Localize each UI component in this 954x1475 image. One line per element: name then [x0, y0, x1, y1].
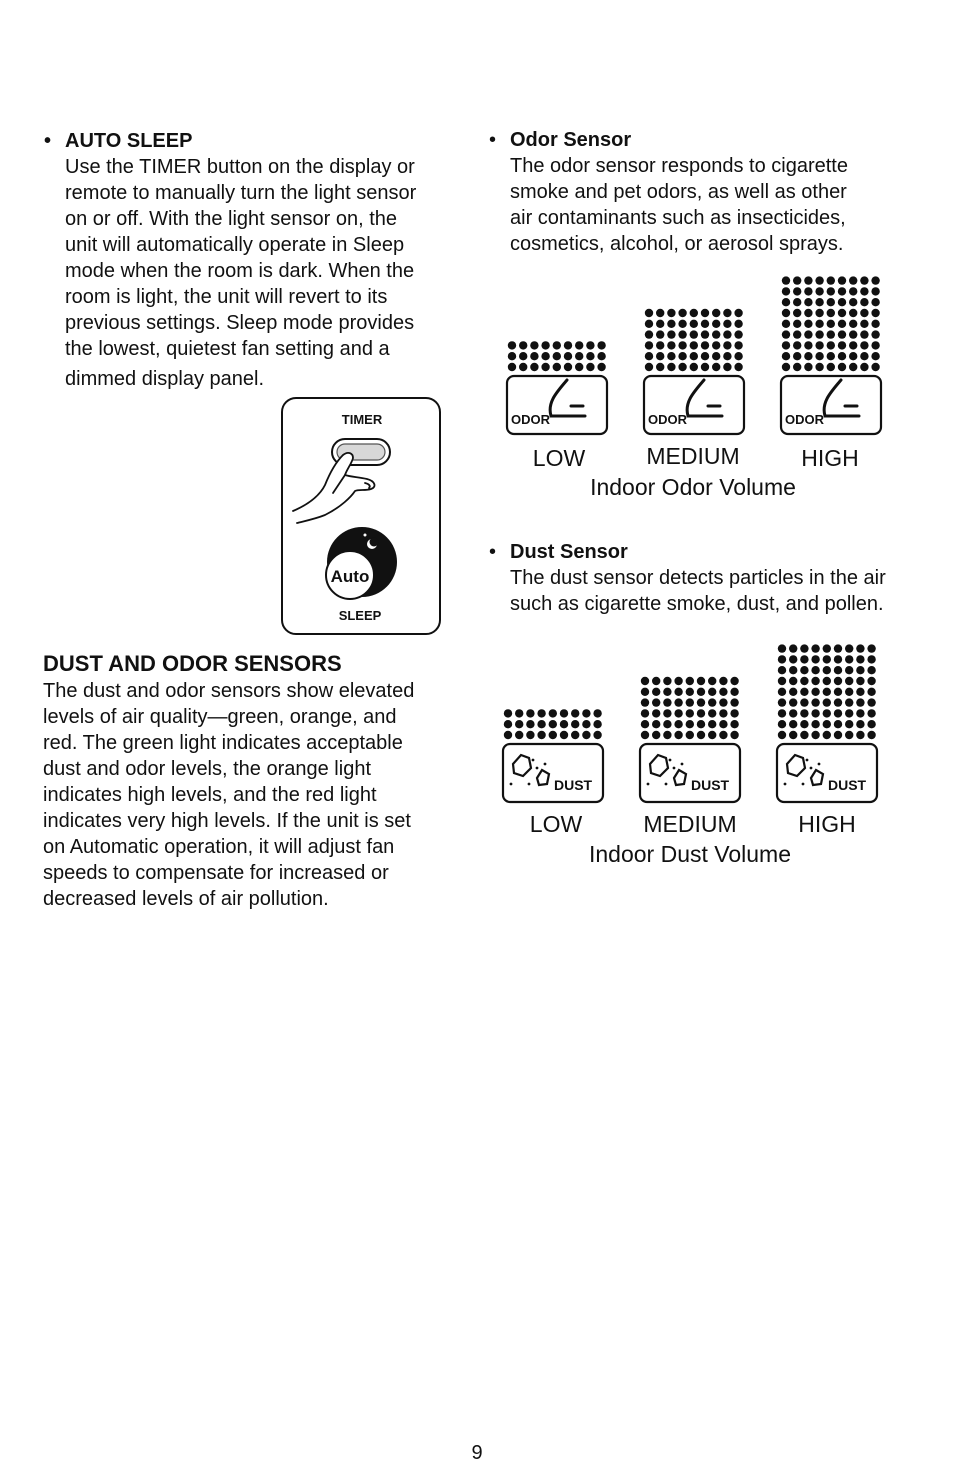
dust-meter-medium: [638, 638, 742, 804]
level-dots: [645, 309, 743, 371]
indicator-box: [503, 744, 603, 802]
odor-indicator-label: ODOR: [785, 412, 824, 427]
page-number: 9: [471, 1442, 483, 1464]
dust-odor-heading: DUST AND ODOR SENSORS: [43, 651, 342, 676]
indicator-box: [640, 744, 740, 802]
level-dots: [778, 644, 876, 739]
odor-sensor-heading: Odor Sensor: [510, 129, 632, 151]
odor-meter-high: [779, 270, 883, 436]
dust-indicator-label: DUST: [691, 777, 730, 793]
timer-sleep-figure: [281, 397, 441, 635]
odor-sensor-body: The odor sensor responds to cigarette smoke and pet odors, as well as other air contaminants such as insecticides, cosmetics, alcohol, or aerosol sprays.: [510, 155, 848, 255]
auto-sleep-body: Use the TIMER button on the display or remote to manually turn the light sensor on or off. With the light sensor on, the unit will automatically operate in Sleep mode when the room is dark. When the room is light, the unit will revert to its previous settings. Sleep mode provides the lowest, quietest fan setting and a: [65, 156, 417, 360]
bullet: •: [44, 130, 52, 152]
bullet: •: [489, 541, 497, 563]
dust-level-label-low: LOW: [529, 811, 583, 837]
level-dots: [782, 276, 880, 371]
dust-meter-high: [775, 638, 879, 804]
odor-level-label-medium: MEDIUM: [646, 443, 740, 469]
dust-sensor-heading: Dust Sensor: [510, 541, 628, 563]
dust-odor-body: The dust and odor sensors show elevated levels of air quality—green, orange, and red. The green light indicates acceptable dust and odor levels, the orange light indicates high levels, and the red light indicates very high levels. If the unit is set on Automatic operation, it will adjust fan speeds to compensate for increased or decreased levels of air pollution.: [43, 680, 415, 910]
odor-meter-medium: [642, 270, 746, 436]
level-dots: [508, 341, 606, 371]
level-dots: [641, 677, 739, 739]
auto-label: Auto: [330, 567, 370, 586]
dust-level-label-high: HIGH: [798, 811, 856, 837]
dust-indicator-label: DUST: [554, 777, 593, 793]
dust-sensor-body: The dust sensor detects particles in the air such as cigarette smoke, dust, and pollen.: [510, 567, 886, 615]
odor-level-label-low: LOW: [532, 445, 586, 471]
indicator-box: [777, 744, 877, 802]
bullet: •: [489, 129, 497, 151]
timer-label: TIMER: [341, 412, 383, 427]
dust-level-label-medium: MEDIUM: [643, 811, 737, 837]
odor-indicator-label: ODOR: [511, 412, 550, 427]
sleep-label: SLEEP: [338, 608, 382, 623]
auto-sleep-heading: AUTO SLEEP: [65, 130, 193, 152]
odor-meter-low: [505, 270, 609, 436]
level-dots: [504, 709, 602, 739]
dust-indicator-label: DUST: [828, 777, 867, 793]
dust-meter-low: [501, 638, 605, 804]
odor-level-label-high: HIGH: [801, 445, 859, 471]
odor-indicator-label: ODOR: [648, 412, 687, 427]
auto-sleep-body-last: dimmed display panel.: [65, 368, 264, 390]
odor-caption: Indoor Odor Volume: [590, 474, 796, 500]
dust-caption: Indoor Dust Volume: [588, 841, 791, 867]
